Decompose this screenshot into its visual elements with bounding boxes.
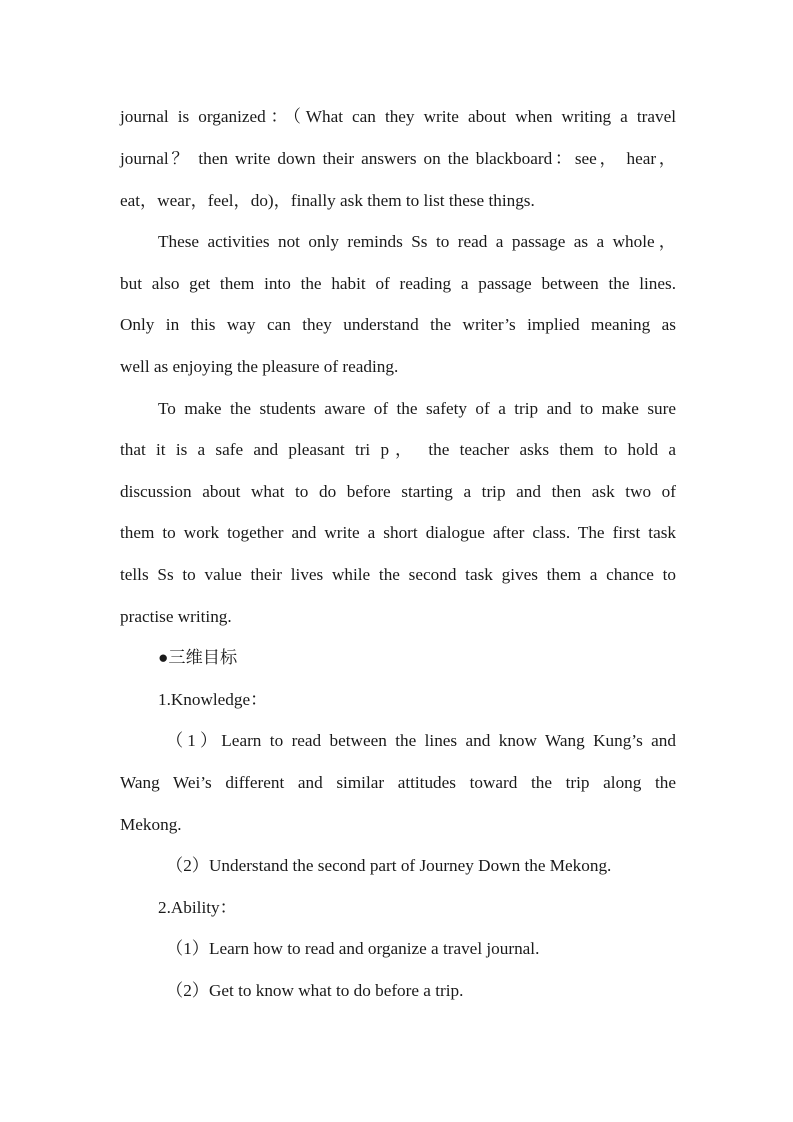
subsection-heading: 2.Ability：	[158, 898, 237, 917]
text-line: journal？ then write down their answers on the blackboard：see， hear，	[120, 149, 676, 168]
text-line: Mekong.	[120, 815, 182, 834]
section-heading: ●三维目标	[158, 648, 238, 667]
text-line: To make the students aware of the safety of a trip and to make sure	[158, 399, 676, 418]
text-line: but also get them into the habit of reading a passage between the lines.	[120, 274, 676, 293]
text-line: Wang Wei’s different and similar attitudes toward the trip along the	[120, 773, 676, 792]
text-line: These activities not only reminds Ss to read a passage as a whole，	[158, 232, 676, 251]
text-line: tells Ss to value their lives while the second task gives them a chance to	[120, 565, 676, 584]
subsection-heading: 1.Knowledge：	[158, 690, 268, 709]
list-item: （1）Learn how to read and organize a travel journal.	[166, 939, 540, 958]
list-item: （1）Learn to read between the lines and know Wang Kung’s and	[166, 731, 676, 750]
text-line: practise writing.	[120, 607, 232, 626]
text-line: that it is a safe and pleasant tri p， the teacher asks them to hold a	[120, 440, 676, 459]
list-item: （2）Understand the second part of Journey Down the Mekong.	[166, 856, 612, 875]
text-line: well as enjoying the pleasure of reading.	[120, 357, 399, 376]
text-line: eat，wear，feel，do)，finally ask them to list these things.	[120, 191, 535, 210]
text-line: them to work together and write a short dialogue after class. The first task	[120, 523, 676, 542]
list-item: （2）Get to know what to do before a trip.	[166, 981, 464, 1000]
text-line: journal is organized：（What can they write about when writing a travel	[120, 107, 676, 126]
text-line: Only in this way can they understand the writer’s implied meaning as	[120, 315, 676, 334]
text-line: discussion about what to do before starting a trip and then ask two of	[120, 482, 676, 501]
